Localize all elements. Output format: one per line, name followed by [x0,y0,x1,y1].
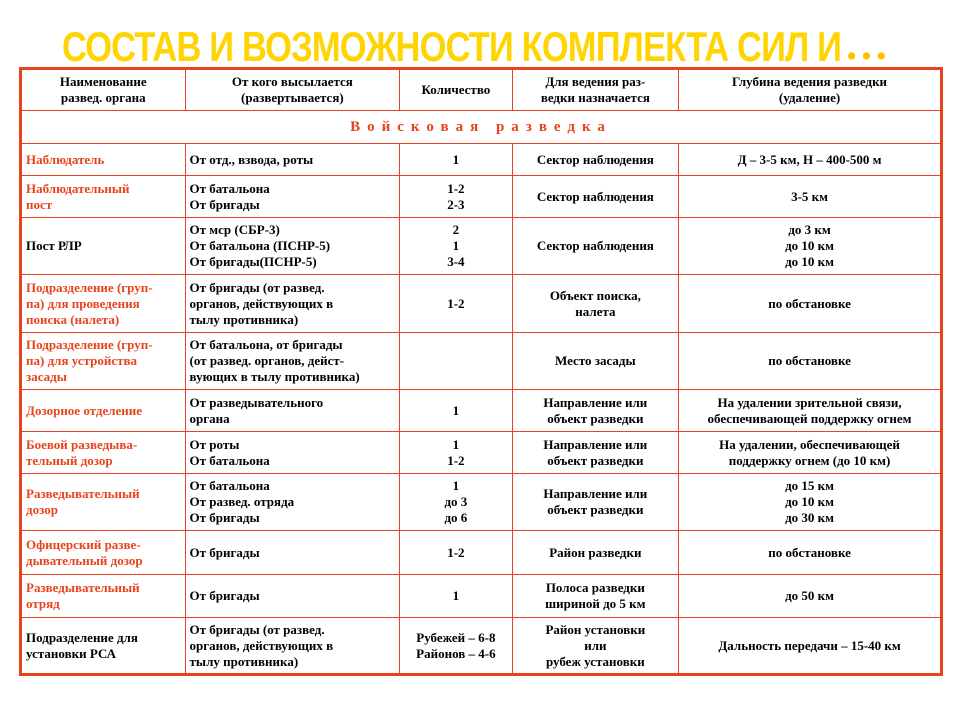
cell-name: Пост РЛР [21,218,186,275]
header-qty: Количество [400,69,512,111]
cell-qty [400,333,512,390]
cell-depth: по обстановке [679,531,942,575]
cell-name: Офицерский разве- дывательный дозор [21,531,186,575]
cell-qty: 1 1-2 [400,432,512,474]
cell-from: От мср (СБР-3) От батальона (ПСНР-5) От бригады(ПСНР-5) [185,218,400,275]
cell-from: От батальона От развед. отряда От бригады [185,474,400,531]
table-row [21,618,942,675]
cell-qty: 2 1 3-4 [400,218,512,275]
cell-purpose: Направление или объект разведки [512,390,679,432]
cell-name: Разведывательный дозор [21,474,186,531]
table-row [21,432,942,474]
table-row [21,474,942,531]
cell-from: От роты От батальона [185,432,400,474]
cell-name: Наблюдательный пост [21,176,186,218]
cell-name: Подразделение для установки РСА [21,618,186,675]
cell-from: От бригады [185,575,400,618]
header-purpose: Для ведения раз- ведки назначается [512,69,679,111]
cell-purpose: Направление или объект разведки [512,432,679,474]
section-title: Войсковая разведка [21,111,942,144]
cell-depth: по обстановке [679,333,942,390]
cell-depth: На удалении, обеспечивающей поддержку огнем (до 10 км) [679,432,942,474]
cell-purpose: Объект поиска, налета [512,275,679,333]
cell-qty: 1-2 [400,275,512,333]
cell-qty: 1 [400,575,512,618]
cell-qty: 1 до 3 до 6 [400,474,512,531]
cell-qty: 1-2 2-3 [400,176,512,218]
table-header-row [21,69,942,111]
table-row [21,575,942,618]
cell-purpose: Район разведки [512,531,679,575]
header-depth: Глубина ведения разведки (удаление) [679,69,942,111]
cell-depth: На удалении зрительной связи, обеспечивающей поддержку огнем [679,390,942,432]
cell-qty: 1 [400,390,512,432]
recon-composition-table [19,67,943,676]
table-row [21,218,942,275]
cell-purpose: Место засады [512,333,679,390]
cell-from: От батальона От бригады [185,176,400,218]
cell-name: Подразделение (груп- па) для проведения поиска (налета) [21,275,186,333]
cell-name: Разведывательный отряд [21,575,186,618]
cell-depth: по обстановке [679,275,942,333]
cell-from: От разведывательного органа [185,390,400,432]
page-title [0,20,960,74]
cell-qty: 1 [400,144,512,176]
cell-depth: до 15 км до 10 км до 30 км [679,474,942,531]
cell-name: Боевой разведыва- тельный дозор [21,432,186,474]
cell-from: От бригады [185,531,400,575]
cell-depth: Д – 3-5 км, Н – 400-500 м [679,144,942,176]
table-row [21,144,942,176]
header-name: Наименование развед. органа [21,69,186,111]
cell-name: Подразделение (груп- па) для устройства засады [21,333,186,390]
cell-depth: 3-5 км [679,176,942,218]
cell-from: От бригады (от развед. органов, действующих в тылу противника) [185,618,400,675]
cell-from: От отд., взвода, роты [185,144,400,176]
table-row [21,176,942,218]
cell-depth: до 50 км [679,575,942,618]
cell-qty: Рубежей – 6-8 Районов – 4-6 [400,618,512,675]
table-row [21,275,942,333]
page-title-text: СОСТАВ И ВОЗМОЖНОСТИ КОМПЛЕКТА СИЛ И [62,23,842,70]
cell-purpose: Сектор наблюдения [512,176,679,218]
cell-name: Наблюдатель [21,144,186,176]
cell-purpose: Направление или объект разведки [512,474,679,531]
cell-purpose: Сектор наблюдения [512,144,679,176]
cell-purpose: Полоса разведки шириной до 5 км [512,575,679,618]
table-row [21,333,942,390]
table-row [21,531,942,575]
page-title-overlay-fragment: … [846,20,890,69]
header-from: От кого высылается (развертывается) [185,69,400,111]
table-row [21,390,942,432]
cell-depth: до 3 км до 10 км до 10 км [679,218,942,275]
section-row [21,111,942,144]
cell-qty: 1-2 [400,531,512,575]
cell-from: От батальона, от бригады (от развед. органов, дейст- вующих в тылу противника) [185,333,400,390]
cell-depth: Дальность передачи – 15-40 км [679,618,942,675]
cell-purpose: Сектор наблюдения [512,218,679,275]
cell-purpose: Район установки или рубеж установки [512,618,679,675]
cell-name: Дозорное отделение [21,390,186,432]
cell-from: От бригады (от развед. органов, действующих в тылу противника) [185,275,400,333]
